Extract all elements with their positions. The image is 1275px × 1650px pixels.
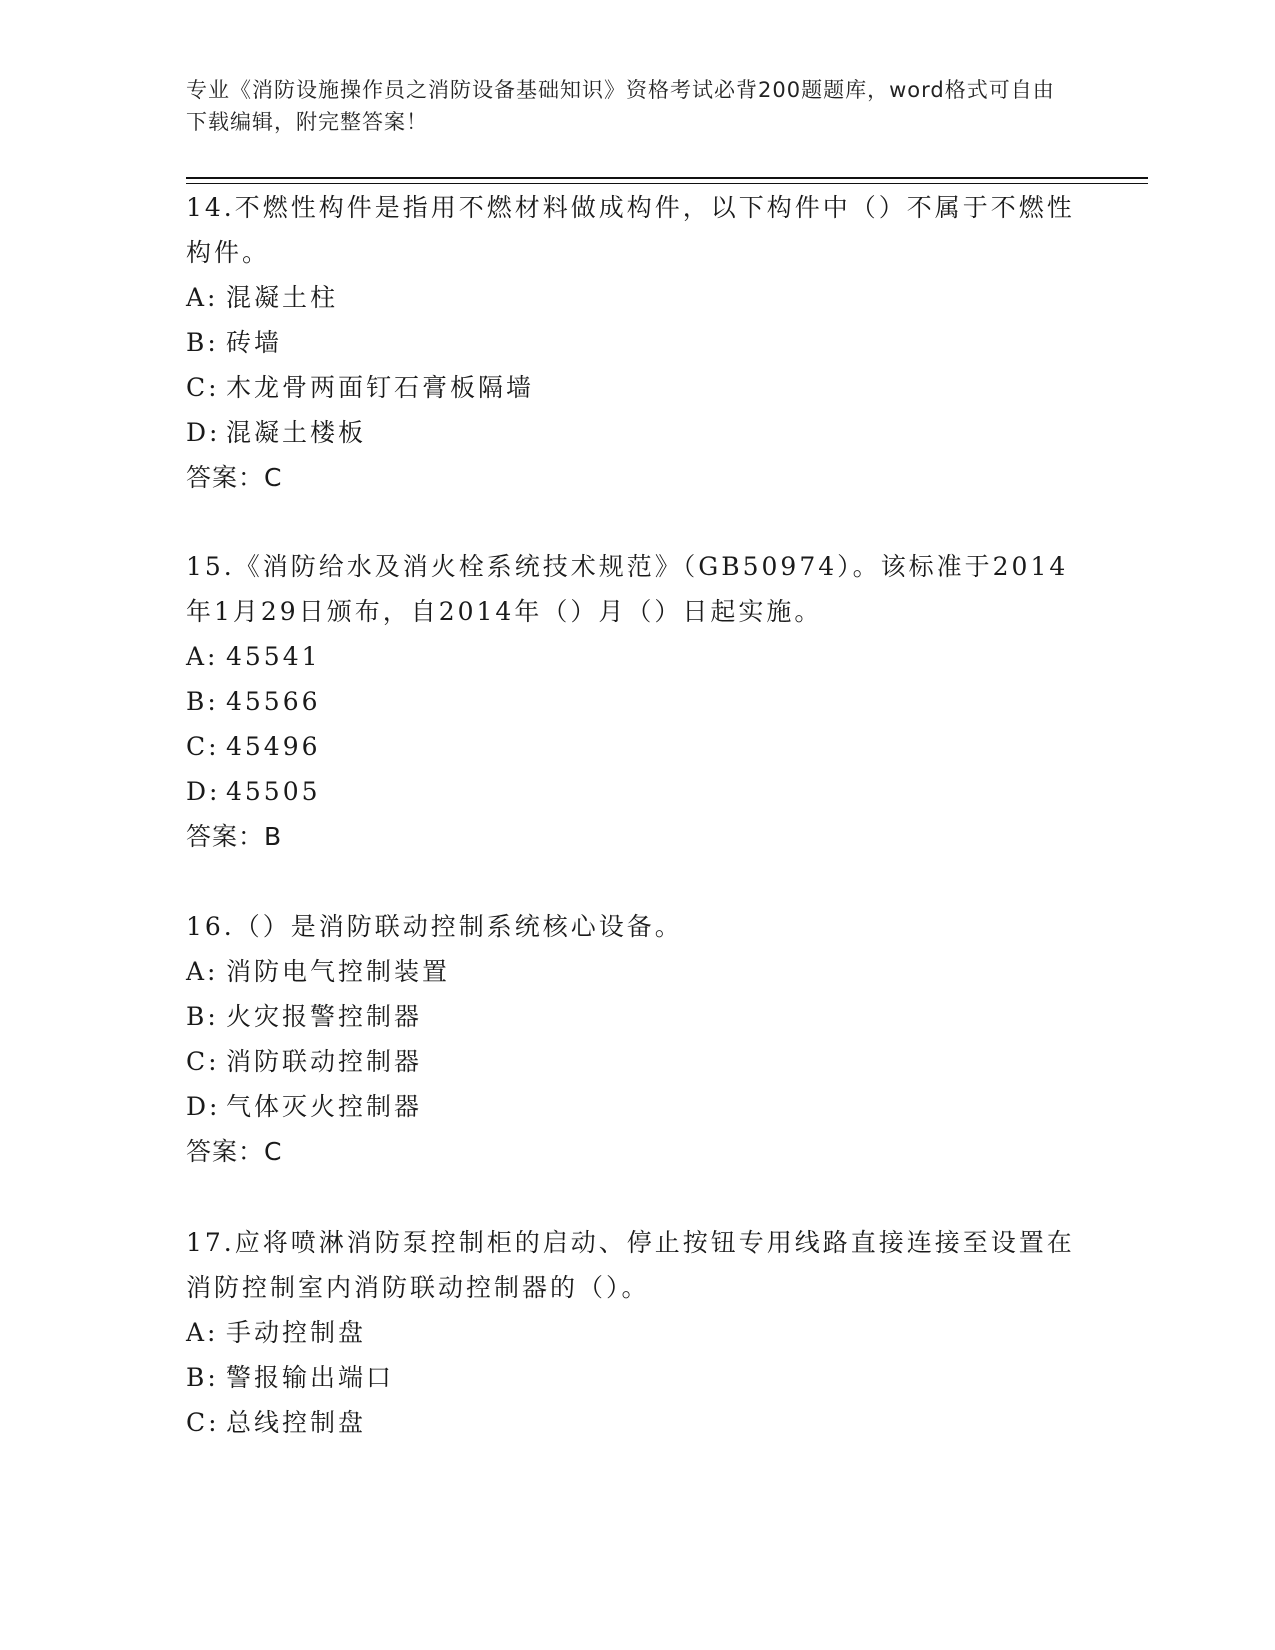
option-text: 消防电气控制装置 xyxy=(226,957,451,986)
question-15 xyxy=(186,544,1076,859)
option-text: 45541 xyxy=(226,642,321,671)
option-d xyxy=(186,769,1076,814)
question-stem: 15.《消防给水及消火栓系统技术规范》（GB50974）。该标准于2014年1月29日颁布，自2014年（）月（）日起实施。 xyxy=(186,552,1069,626)
option-letter: A: xyxy=(186,1318,219,1347)
option-letter: B: xyxy=(186,687,219,716)
option-d xyxy=(186,410,1076,455)
option-letter: C: xyxy=(186,1047,220,1076)
answer-line: 答案：B xyxy=(186,822,283,851)
header-divider-thin xyxy=(186,183,1148,184)
option-text: 混凝土楼板 xyxy=(226,418,367,447)
question-17 xyxy=(186,1220,1076,1445)
question-stem: 14.不燃性构件是指用不燃材料做成构件，以下构件中（）不属于不燃性构件。 xyxy=(186,193,1075,267)
question-16 xyxy=(186,904,1076,1174)
option-text: 警报输出端口 xyxy=(226,1363,395,1392)
option-letter: B: xyxy=(186,1002,219,1031)
header-divider-thick xyxy=(186,177,1148,179)
option-text: 混凝土柱 xyxy=(226,283,339,312)
option-letter: B: xyxy=(186,328,219,357)
option-text: 总线控制盘 xyxy=(226,1408,367,1437)
option-text: 砖墙 xyxy=(226,328,283,357)
option-a xyxy=(186,634,1076,679)
option-letter: A: xyxy=(186,283,219,312)
option-b xyxy=(186,1355,1076,1400)
option-letter: A: xyxy=(186,957,219,986)
option-text: 火灾报警控制器 xyxy=(226,1002,423,1031)
option-c xyxy=(186,724,1076,769)
option-letter: C: xyxy=(186,1408,220,1437)
option-letter: B: xyxy=(186,1363,219,1392)
option-b xyxy=(186,994,1076,1039)
header-intro-text: 专业《消防设施操作员之消防设备基础知识》资格考试必背200题题库，word格式可自由下载编辑，附完整答案！ xyxy=(186,78,1055,134)
document-header xyxy=(186,74,1066,138)
option-text: 45566 xyxy=(226,687,321,716)
option-letter: D: xyxy=(186,418,221,447)
option-text: 气体灭火控制器 xyxy=(226,1092,423,1121)
answer-line: 答案：C xyxy=(186,1137,283,1166)
option-a xyxy=(186,275,1076,320)
question-stem: 16.（）是消防联动控制系统核心设备。 xyxy=(186,912,683,941)
option-text: 木龙骨两面钉石膏板隔墙 xyxy=(226,373,535,402)
question-stem: 17.应将喷淋消防泵控制柜的启动、停止按钮专用线路直接连接至设置在消防控制室内消防联动控制器的（）。 xyxy=(186,1228,1075,1302)
option-letter: C: xyxy=(186,732,220,761)
option-c xyxy=(186,365,1076,410)
option-d xyxy=(186,1084,1076,1129)
option-text: 45496 xyxy=(226,732,321,761)
answer-line: 答案：C xyxy=(186,463,283,492)
option-c xyxy=(186,1400,1076,1445)
option-c xyxy=(186,1039,1076,1084)
option-letter: C: xyxy=(186,373,220,402)
option-b xyxy=(186,679,1076,724)
option-letter: A: xyxy=(186,642,219,671)
option-a xyxy=(186,1310,1076,1355)
question-14 xyxy=(186,185,1076,500)
option-text: 消防联动控制器 xyxy=(226,1047,423,1076)
option-letter: D: xyxy=(186,1092,221,1121)
option-letter: D: xyxy=(186,777,221,806)
option-b xyxy=(186,320,1076,365)
option-a xyxy=(186,949,1076,994)
option-text: 手动控制盘 xyxy=(226,1318,367,1347)
option-text: 45505 xyxy=(226,777,321,806)
